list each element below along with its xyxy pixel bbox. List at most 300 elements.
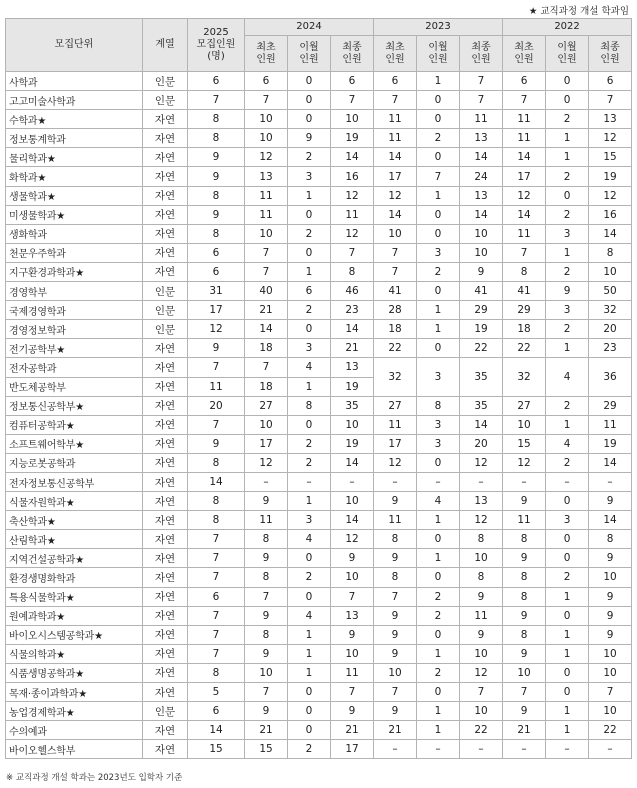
unit-cell: 수학과★ [6, 110, 143, 129]
table-cell: 14 [503, 205, 546, 224]
category-cell: 자연 [143, 663, 188, 682]
header-category: 계열 [143, 19, 188, 72]
table-cell: 6 [503, 72, 546, 91]
table-cell: 6 [589, 72, 632, 91]
table-row [6, 644, 632, 663]
table-body [6, 72, 632, 759]
table-cell: 14 [589, 453, 632, 472]
table-cell: 9 [288, 129, 331, 148]
table-cell: 7 [245, 262, 288, 281]
table-cell: 19 [331, 377, 374, 396]
table-row [6, 549, 632, 568]
table-cell: – [503, 740, 546, 759]
category-cell: 자연 [143, 129, 188, 148]
quota-cell: 8 [188, 110, 245, 129]
merged-cell: 32 [503, 358, 546, 396]
quota-cell: 7 [188, 549, 245, 568]
table-cell: 1 [288, 663, 331, 682]
table-cell: 3 [288, 339, 331, 358]
subheader-cell: 이월 인원 [546, 36, 589, 72]
table-cell: 27 [503, 396, 546, 415]
category-cell: 자연 [143, 530, 188, 549]
quota-cell: 8 [188, 492, 245, 511]
table-cell: 2 [546, 568, 589, 587]
table-cell: 0 [288, 415, 331, 434]
table-cell: 14 [589, 511, 632, 530]
table-cell: 0 [288, 72, 331, 91]
table-cell: 4 [546, 434, 589, 453]
table-cell: 9 [503, 644, 546, 663]
table-cell: 10 [245, 415, 288, 434]
unit-cell: 원예과학과★ [6, 606, 143, 625]
table-cell: 10 [460, 549, 503, 568]
category-cell: 자연 [143, 453, 188, 472]
quota-cell: 6 [188, 702, 245, 721]
table-cell: 9 [589, 492, 632, 511]
table-cell: 14 [460, 148, 503, 167]
table-cell: 7 [417, 167, 460, 186]
table-cell: 7 [374, 683, 417, 702]
quota-cell: 7 [188, 358, 245, 377]
table-cell: 0 [546, 72, 589, 91]
table-cell: 2 [417, 606, 460, 625]
quota-cell: 11 [188, 377, 245, 396]
quota-cell: 8 [188, 224, 245, 243]
table-cell: 12 [245, 453, 288, 472]
table-cell: 1 [417, 72, 460, 91]
table-cell: 6 [245, 72, 288, 91]
subheader-cell: 최종 인원 [460, 36, 503, 72]
table-row [6, 568, 632, 587]
table-row [6, 740, 632, 759]
subheader-cell: 최초 인원 [245, 36, 288, 72]
unit-cell: 소프트웨어학부★ [6, 434, 143, 453]
table-cell: 19 [589, 167, 632, 186]
unit-cell: 전자정보통신공학부 [6, 472, 143, 491]
quota-cell: 9 [188, 148, 245, 167]
table-row [6, 186, 632, 205]
unit-cell: 바이오시스템공학과★ [6, 625, 143, 644]
quota-cell: 7 [188, 606, 245, 625]
table-cell: 10 [589, 262, 632, 281]
table-cell: 46 [331, 282, 374, 301]
category-cell: 자연 [143, 205, 188, 224]
table-row [6, 72, 632, 91]
table-cell: 14 [331, 511, 374, 530]
table-cell: 21 [331, 339, 374, 358]
table-cell: 2 [288, 740, 331, 759]
category-cell: 자연 [143, 148, 188, 167]
category-cell: 자연 [143, 243, 188, 262]
merged-cell: 3 [417, 358, 460, 396]
table-cell: 1 [546, 644, 589, 663]
table-cell: 1 [546, 721, 589, 740]
table-cell: 4 [288, 530, 331, 549]
table-cell: 12 [503, 186, 546, 205]
category-cell: 자연 [143, 587, 188, 606]
table-cell: 0 [417, 568, 460, 587]
header-year-2023: 2023 [374, 19, 503, 36]
quota-cell: 12 [188, 320, 245, 339]
table-cell: 12 [245, 148, 288, 167]
table-cell: 0 [288, 91, 331, 110]
table-cell: 7 [503, 91, 546, 110]
table-cell: 0 [417, 224, 460, 243]
table-cell: 0 [288, 683, 331, 702]
table-cell: 22 [460, 339, 503, 358]
quota-cell: 8 [188, 129, 245, 148]
table-cell: 0 [417, 91, 460, 110]
table-cell: 9 [546, 282, 589, 301]
table-cell: 12 [374, 186, 417, 205]
table-cell: 22 [460, 721, 503, 740]
category-cell: 인문 [143, 91, 188, 110]
quota-cell: 7 [188, 415, 245, 434]
quota-cell: 7 [188, 568, 245, 587]
table-row [6, 511, 632, 530]
table-cell: 9 [503, 492, 546, 511]
table-cell: 14 [245, 320, 288, 339]
quota-cell: 7 [188, 644, 245, 663]
table-cell: 18 [374, 320, 417, 339]
table-cell: – [374, 740, 417, 759]
table-cell: 8 [503, 262, 546, 281]
table-cell: 24 [460, 167, 503, 186]
table-cell: 7 [245, 91, 288, 110]
table-cell: 9 [503, 549, 546, 568]
table-cell: 0 [546, 549, 589, 568]
table-cell: 3 [288, 511, 331, 530]
table-cell: 10 [460, 224, 503, 243]
table-cell: 22 [589, 721, 632, 740]
table-cell: 20 [460, 434, 503, 453]
table-cell: 9 [374, 644, 417, 663]
table-row [6, 453, 632, 472]
quota-cell: 8 [188, 453, 245, 472]
unit-cell: 산림학과★ [6, 530, 143, 549]
table-cell: 3 [417, 434, 460, 453]
category-cell: 자연 [143, 186, 188, 205]
quota-cell: 6 [188, 587, 245, 606]
table-cell: 9 [374, 702, 417, 721]
header-quota: 2025 모집인원 (명) [188, 19, 245, 72]
table-cell: 18 [245, 339, 288, 358]
unit-cell: 지구환경과학과★ [6, 262, 143, 281]
table-cell: 9 [460, 262, 503, 281]
table-cell: 17 [374, 167, 417, 186]
table-cell: 7 [503, 243, 546, 262]
table-cell: 9 [589, 587, 632, 606]
category-cell: 자연 [143, 549, 188, 568]
category-cell: 자연 [143, 625, 188, 644]
table-cell: 17 [374, 434, 417, 453]
quota-cell: 9 [188, 434, 245, 453]
category-cell: 자연 [143, 740, 188, 759]
quota-cell: 8 [188, 186, 245, 205]
category-cell: 자연 [143, 377, 188, 396]
category-cell: 자연 [143, 167, 188, 186]
table-cell: 2 [546, 262, 589, 281]
table-cell: 7 [245, 358, 288, 377]
table-row [6, 320, 632, 339]
table-cell: – [417, 740, 460, 759]
table-cell: 8 [589, 530, 632, 549]
table-cell: 7 [460, 91, 503, 110]
quota-cell: 9 [188, 339, 245, 358]
table-row [6, 110, 632, 129]
table-cell: 7 [460, 72, 503, 91]
table-cell: 50 [589, 282, 632, 301]
table-cell: 3 [546, 224, 589, 243]
table-cell: 8 [460, 568, 503, 587]
table-cell: – [417, 472, 460, 491]
table-cell: 6 [374, 72, 417, 91]
table-cell: 7 [331, 91, 374, 110]
table-cell: 12 [331, 186, 374, 205]
table-cell: 28 [374, 301, 417, 320]
table-cell: 18 [245, 377, 288, 396]
table-cell: 12 [460, 511, 503, 530]
table-cell: 11 [331, 663, 374, 682]
table-cell: 7 [245, 243, 288, 262]
table-row [6, 606, 632, 625]
table-cell: 13 [331, 606, 374, 625]
table-cell: 11 [460, 606, 503, 625]
table-cell: 8 [417, 396, 460, 415]
table-cell: 9 [374, 492, 417, 511]
table-cell: 2 [288, 568, 331, 587]
table-row [6, 530, 632, 549]
unit-cell: 식물의학과★ [6, 644, 143, 663]
table-cell: 21 [374, 721, 417, 740]
table-row [6, 472, 632, 491]
table-cell: 13 [245, 167, 288, 186]
table-cell: 1 [546, 243, 589, 262]
table-cell: 0 [546, 663, 589, 682]
table-cell: 2 [417, 262, 460, 281]
table-cell: 10 [589, 568, 632, 587]
table-cell: 9 [245, 549, 288, 568]
table-cell: 13 [589, 110, 632, 129]
table-cell: 1 [288, 644, 331, 663]
table-cell: 14 [331, 320, 374, 339]
table-cell: 7 [331, 683, 374, 702]
unit-cell: 축산학과★ [6, 511, 143, 530]
table-cell: 7 [374, 262, 417, 281]
table-cell: 9 [245, 606, 288, 625]
category-cell: 자연 [143, 396, 188, 415]
table-cell: – [460, 472, 503, 491]
unit-cell: 생화학과 [6, 224, 143, 243]
quota-cell: 17 [188, 301, 245, 320]
table-cell: 8 [331, 262, 374, 281]
table-cell: 10 [503, 415, 546, 434]
table-cell: 1 [546, 702, 589, 721]
table-cell: 16 [589, 205, 632, 224]
table-cell: 10 [589, 663, 632, 682]
table-cell: 10 [331, 110, 374, 129]
table-row [6, 262, 632, 281]
table-cell: 13 [331, 358, 374, 377]
category-cell: 자연 [143, 358, 188, 377]
table-cell: 10 [331, 415, 374, 434]
table-cell: 0 [546, 186, 589, 205]
table-cell: 14 [374, 205, 417, 224]
table-cell: 1 [288, 262, 331, 281]
table-cell: 7 [374, 91, 417, 110]
table-row [6, 415, 632, 434]
table-cell: 19 [589, 434, 632, 453]
table-cell: 9 [460, 625, 503, 644]
table-cell: 10 [331, 492, 374, 511]
table-cell: 9 [245, 644, 288, 663]
table-cell: 4 [417, 492, 460, 511]
unit-cell: 농업경제학과★ [6, 702, 143, 721]
table-cell: 9 [245, 702, 288, 721]
table-cell: – [546, 472, 589, 491]
table-cell: 13 [460, 186, 503, 205]
table-cell: 8 [503, 530, 546, 549]
table-cell: 3 [417, 415, 460, 434]
merged-cell: 32 [374, 358, 417, 396]
table-cell: 0 [417, 282, 460, 301]
quota-cell: 7 [188, 91, 245, 110]
table-cell: – [245, 472, 288, 491]
unit-cell: 물리학과★ [6, 148, 143, 167]
table-row [6, 358, 632, 377]
table-cell: 8 [503, 568, 546, 587]
unit-cell: 수의예과 [6, 721, 143, 740]
table-cell: 10 [245, 663, 288, 682]
table-row [6, 224, 632, 243]
table-cell: 15 [503, 434, 546, 453]
table-cell: 12 [331, 224, 374, 243]
table-cell: 3 [288, 167, 331, 186]
table-cell: 11 [503, 110, 546, 129]
table-cell: 0 [417, 148, 460, 167]
unit-cell: 생물학과★ [6, 186, 143, 205]
unit-cell: 고고미술사학과 [6, 91, 143, 110]
unit-cell: 목재·종이과학과★ [6, 683, 143, 702]
table-cell: 11 [374, 129, 417, 148]
table-cell: 9 [331, 549, 374, 568]
category-cell: 자연 [143, 262, 188, 281]
table-cell: 11 [374, 415, 417, 434]
table-cell: 4 [288, 358, 331, 377]
unit-cell: 경영학부 [6, 282, 143, 301]
table-row [6, 625, 632, 644]
table-cell: 19 [331, 434, 374, 453]
table-cell: 12 [331, 530, 374, 549]
table-cell: 9 [589, 625, 632, 644]
table-cell: 8 [245, 530, 288, 549]
category-cell: 인문 [143, 301, 188, 320]
table-cell: 10 [331, 644, 374, 663]
table-cell: 1 [417, 644, 460, 663]
quota-cell: 8 [188, 663, 245, 682]
quota-cell: 14 [188, 721, 245, 740]
table-cell: 19 [460, 320, 503, 339]
table-cell: 1 [417, 511, 460, 530]
table-cell: 8 [245, 625, 288, 644]
unit-cell: 전기공학부★ [6, 339, 143, 358]
table-cell: 10 [245, 110, 288, 129]
table-cell: 0 [417, 339, 460, 358]
unit-cell: 정보통신공학부★ [6, 396, 143, 415]
table-cell: 8 [589, 243, 632, 262]
table-cell: 13 [460, 129, 503, 148]
table-cell: 8 [374, 530, 417, 549]
quota-cell: 9 [188, 167, 245, 186]
table-cell: 2 [546, 396, 589, 415]
category-cell: 자연 [143, 644, 188, 663]
quota-cell: 9 [188, 205, 245, 224]
table-cell: 2 [546, 205, 589, 224]
table-cell: 1 [288, 625, 331, 644]
table-cell: 0 [417, 683, 460, 702]
table-cell: 40 [245, 282, 288, 301]
category-cell: 자연 [143, 110, 188, 129]
table-cell: 17 [245, 434, 288, 453]
table-cell: 1 [417, 549, 460, 568]
table-row [6, 721, 632, 740]
table-cell: 1 [417, 301, 460, 320]
table-cell: 41 [374, 282, 417, 301]
table-row [6, 434, 632, 453]
table-cell: 14 [331, 148, 374, 167]
table-cell: 10 [589, 702, 632, 721]
table-cell: 0 [417, 110, 460, 129]
category-cell: 자연 [143, 683, 188, 702]
table-cell: 12 [589, 186, 632, 205]
table-cell: 1 [546, 129, 589, 148]
table-cell: 2 [417, 587, 460, 606]
legend: ★ 교직과정 개설 학과임 [528, 6, 629, 17]
table-cell: 0 [546, 91, 589, 110]
table-cell: 12 [460, 663, 503, 682]
subheader-cell: 최초 인원 [503, 36, 546, 72]
table-cell: 22 [374, 339, 417, 358]
table-cell: 18 [503, 320, 546, 339]
table-cell: 10 [460, 644, 503, 663]
category-cell: 자연 [143, 339, 188, 358]
table-row [6, 339, 632, 358]
table-row [6, 148, 632, 167]
table-cell: 11 [589, 415, 632, 434]
table-row [6, 702, 632, 721]
category-cell: 자연 [143, 224, 188, 243]
table-cell: 7 [589, 91, 632, 110]
table-cell: 11 [503, 129, 546, 148]
table-cell: 9 [589, 549, 632, 568]
unit-cell: 경영정보학과 [6, 320, 143, 339]
admission-table [5, 18, 632, 759]
table-cell: 8 [288, 396, 331, 415]
unit-cell: 미생물학과★ [6, 205, 143, 224]
table-cell: 21 [331, 721, 374, 740]
table-cell: 6 [288, 282, 331, 301]
unit-cell: 특용식물학과★ [6, 587, 143, 606]
table-cell: 21 [245, 301, 288, 320]
table-cell: 7 [331, 243, 374, 262]
table-cell: 9 [245, 492, 288, 511]
merged-cell: 36 [589, 358, 632, 396]
table-cell: 21 [245, 721, 288, 740]
table-cell: 8 [503, 625, 546, 644]
table-cell: 0 [288, 243, 331, 262]
table-cell: 7 [460, 683, 503, 702]
table-cell: 11 [503, 224, 546, 243]
